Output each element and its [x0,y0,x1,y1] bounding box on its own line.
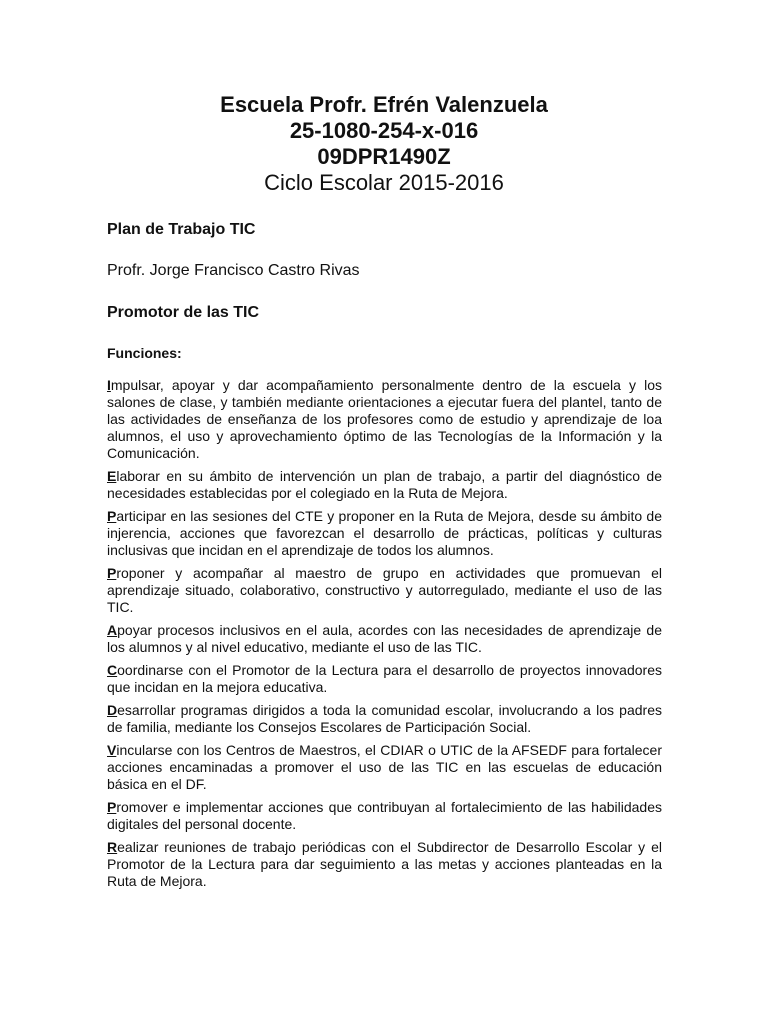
function-text: romover e implementar acciones que contribuyan al fortalecimiento de las habilidades digitales del personal docente. [107,799,662,832]
functions-heading: Funciones: [107,345,182,361]
function-text: laborar en su ámbito de intervención un plan de trabajo, a partir del diagnóstico de necesidades establecidas por el colegiado en la Ruta de Mejora. [107,468,662,501]
function-text: incularse con los Centros de Maestros, el CDIAR o UTIC de la AFSEDF para fortalecer acciones encaminadas a promover el uso de las TIC en las escuelas de educación básica en el DF. [107,742,662,792]
school-name: Escuela Profr. Efrén Valenzuela [220,92,548,117]
role-title: Promotor de las TIC [107,304,260,321]
school-code: 25-1080-254-x-016 [289,118,479,143]
plan-title: Plan de Trabajo TIC [107,221,256,238]
function-item [107,468,662,502]
function-item [107,662,662,696]
function-initial: P [107,508,117,524]
function-item [107,565,662,616]
function-initial: P [107,799,117,815]
function-initial: D [107,702,118,718]
function-text: ealizar reuniones de trabajo periódicas con el Subdirector de Desarrollo Escolar y el Promotor de la Lectura para dar seguimiento a las metas y acciones planteadas en la Ruta de Mejora. [107,839,662,889]
function-text: mpulsar, apoyar y dar acompañamiento personalmente dentro de la escuela y los salones de clase, y también mediante orientaciones a ejecutar fuera del plantel, tanto de las actividades de enseñanza de los profesores como de estudio y aprendizaje de loa alumnos, el uso y aprovechamiento óptimo de las Tecnologías de la Información y la Comunicación. [107,377,662,461]
function-initial: V [107,742,117,758]
function-item [107,622,662,656]
function-initial: A [107,622,118,638]
function-item [107,839,662,890]
document-header [0,92,768,196]
author-name: Profr. Jorge Francisco Castro Rivas [107,262,360,279]
function-text: oordinarse con el Promotor de la Lectura para el desarrollo de proyectos innovadores que incidan en la mejora educativa. [107,662,662,695]
school-cycle: Ciclo Escolar 2015-2016 [264,170,504,195]
school-cct: 09DPR1490Z [317,144,451,169]
function-initial: R [107,839,118,855]
function-initial: C [107,662,118,678]
function-text: articipar en las sesiones del CTE y proponer en la Ruta de Mejora, desde su ámbito de injerencia, acciones que favorezcan el desarrollo de prácticas, políticas y culturas inclusivas que incidan en el aprendizaje de todos los alumnos. [107,508,662,558]
functions-list [107,377,662,896]
function-text: roponer y acompañar al maestro de grupo en actividades que promuevan el aprendizaje situado, colaborativo, constructivo y autorregulado, mediante el uso de las TIC. [107,565,662,615]
function-item [107,377,662,462]
function-text: poyar procesos inclusivos en el aula, acordes con las necesidades de aprendizaje de los alumnos y al nivel educativo, mediante el uso de las TIC. [107,622,662,655]
function-item [107,799,662,833]
function-text: esarrollar programas dirigidos a toda la comunidad escolar, involucrando a los padres de familia, mediante los Consejos Escolares de Participación Social. [107,702,662,735]
function-item [107,508,662,559]
function-item [107,742,662,793]
function-initial: P [107,565,117,581]
function-initial: I [107,377,111,393]
function-initial: E [107,468,117,484]
function-item [107,702,662,736]
